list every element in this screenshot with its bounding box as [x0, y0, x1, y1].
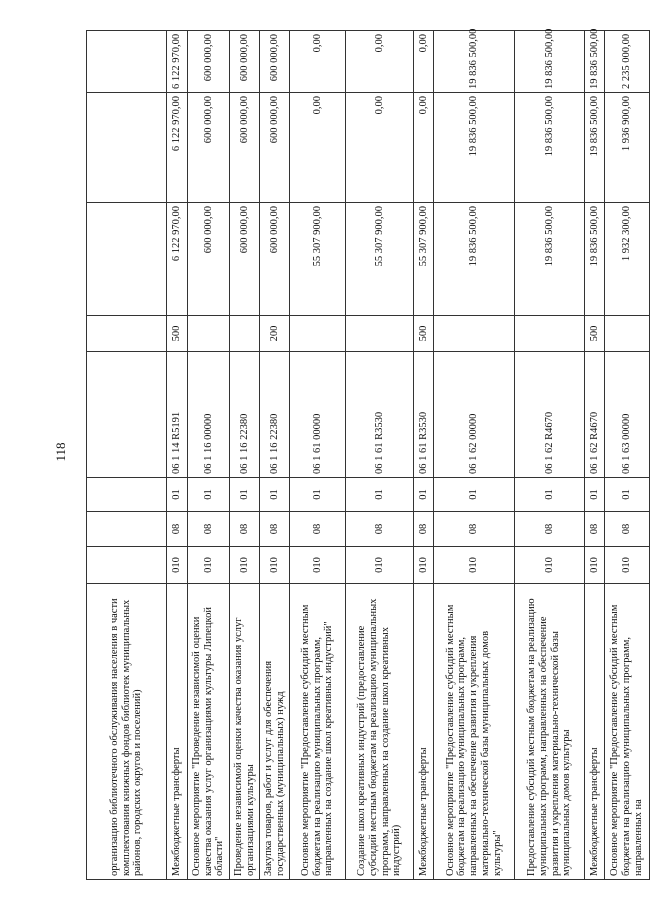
row-description: Межбюджетные трансферты: [167, 584, 188, 880]
row-sum-year-1: 6 122 970,00: [167, 203, 188, 316]
row-description: Проведение независимой оценки качества оказания услуг организациями культуры: [230, 584, 260, 880]
row-section-code: 08: [290, 512, 346, 547]
row-sum-year-3: 0,00: [414, 31, 434, 93]
row-target-article: 06 1 16 00000: [188, 352, 230, 478]
row-description: Закупка товаров, работ и услуг для обеспечения государственных (муниципальных) нужд: [260, 584, 290, 880]
row-target-article: 06 1 61 R3530: [414, 352, 434, 478]
row-expense-type: [605, 316, 650, 352]
row-expense-type: [346, 316, 414, 352]
row-sum-year-1: 1 932 300,00: [605, 203, 650, 316]
row-admin-code: 010: [167, 547, 188, 584]
table-row: [87, 31, 167, 880]
row-sum-year-3: [87, 31, 167, 93]
row-subsection-code: 01: [346, 478, 414, 512]
row-expense-type: [87, 316, 167, 352]
row-subsection-code: 01: [260, 478, 290, 512]
row-sum-year-1: 600 000,00: [230, 203, 260, 316]
row-section-code: 08: [346, 512, 414, 547]
row-subsection-code: 01: [230, 478, 260, 512]
row-subsection-code: 01: [167, 478, 188, 512]
row-sum-year-2: 1 936 900,00: [605, 93, 650, 203]
row-sum-year-2: 600 000,00: [230, 93, 260, 203]
row-description: Предоставление субсидий местным бюджетам на реализацию муниципальных программ, направленных на обеспечение развития и укрепления материально-технической базы муниципальных домов культуры: [515, 584, 585, 880]
row-section-code: 08: [414, 512, 434, 547]
row-sum-year-3: 2 235 000,00: [605, 31, 650, 93]
row-description: Основное мероприятие "Предоставление субсидий местным бюджетам на реализацию муниципальных программ, направленных на создание школ креативных индустрий": [290, 584, 346, 880]
row-target-article: 06 1 14 R5191: [167, 352, 188, 478]
row-section-code: 08: [188, 512, 230, 547]
table-body: [87, 28, 650, 880]
row-sum-year-2: [87, 93, 167, 203]
row-description: Основное мероприятие "Предоставление субсидий местным бюджетам на реализацию муниципальных программ, направленных на обеспечение развития и укрепления материально-технической базы муниципальных домов культуры": [434, 584, 515, 880]
row-section-code: 08: [585, 512, 605, 547]
row-target-article: 06 1 61 00000: [290, 352, 346, 478]
row-description: Межбюджетные трансферты: [414, 584, 434, 880]
budget-table-container: [86, 28, 644, 880]
row-admin-code: [87, 547, 167, 584]
row-admin-code: 010: [585, 547, 605, 584]
row-section-code: 08: [230, 512, 260, 547]
row-admin-code: 010: [260, 547, 290, 584]
table-row: [188, 31, 230, 880]
row-admin-code: 010: [414, 547, 434, 584]
row-expense-type: 200: [260, 316, 290, 352]
row-sum-year-3: 19 836 500,00: [434, 31, 515, 93]
row-admin-code: 010: [188, 547, 230, 584]
row-admin-code: 010: [515, 547, 585, 584]
budget-table: [86, 30, 650, 880]
row-expense-type: 500: [167, 316, 188, 352]
row-subsection-code: 01: [434, 478, 515, 512]
row-sum-year-3: 600 000,00: [260, 31, 290, 93]
row-target-article: 06 1 16 22380: [230, 352, 260, 478]
row-sum-year-3: 6 122 970,00: [167, 31, 188, 93]
row-expense-type: 500: [585, 316, 605, 352]
row-section-code: 08: [434, 512, 515, 547]
row-admin-code: 010: [290, 547, 346, 584]
row-expense-type: [434, 316, 515, 352]
row-sum-year-2: 0,00: [414, 93, 434, 203]
row-target-article: 06 1 62 R4670: [585, 352, 605, 478]
row-subsection-code: 01: [605, 478, 650, 512]
row-sum-year-2: 19 836 500,00: [515, 93, 585, 203]
row-admin-code: 010: [346, 547, 414, 584]
row-sum-year-3: 600 000,00: [230, 31, 260, 93]
row-expense-type: [230, 316, 260, 352]
row-subsection-code: 01: [188, 478, 230, 512]
row-sum-year-2: 19 836 500,00: [585, 93, 605, 203]
row-sum-year-1: 55 307 900,00: [290, 203, 346, 316]
row-sum-year-1: [87, 203, 167, 316]
row-sum-year-3: 19 836 500,00: [585, 31, 605, 93]
table-row: [260, 31, 290, 880]
row-subsection-code: 01: [290, 478, 346, 512]
row-description: Основное мероприятие "Предоставление субсидий местным бюджетам на реализацию муниципальных программ, направленных на: [605, 584, 650, 880]
row-target-article: 06 1 63 00000: [605, 352, 650, 478]
row-target-article: [87, 352, 167, 478]
row-expense-type: 500: [414, 316, 434, 352]
row-sum-year-3: 0,00: [290, 31, 346, 93]
row-section-code: [87, 512, 167, 547]
row-subsection-code: 01: [585, 478, 605, 512]
row-target-article: 06 1 62 R4670: [515, 352, 585, 478]
row-sum-year-1: 600 000,00: [260, 203, 290, 316]
table-row: [515, 31, 585, 880]
row-subsection-code: [87, 478, 167, 512]
table-row: [434, 31, 515, 880]
row-section-code: 08: [167, 512, 188, 547]
row-section-code: 08: [260, 512, 290, 547]
row-description: организацию библиотечного обслуживания населения в части комплектования книжных фондов библиотек муниципальных районов, городских округов и поселений): [87, 584, 167, 880]
row-description: Основное мероприятие "Проведение независимой оценки качества оказания услуг организациями культуры Липецкой области": [188, 584, 230, 880]
row-admin-code: 010: [605, 547, 650, 584]
table-row: [605, 31, 650, 880]
page-number: 118: [53, 442, 68, 462]
row-sum-year-1: 19 836 500,00: [515, 203, 585, 316]
row-target-article: 06 1 62 00000: [434, 352, 515, 478]
row-sum-year-2: 0,00: [346, 93, 414, 203]
row-expense-type: [188, 316, 230, 352]
row-sum-year-3: 0,00: [346, 31, 414, 93]
row-sum-year-3: 19 836 500,00: [515, 31, 585, 93]
table-row: [290, 31, 346, 880]
table-row: [346, 31, 414, 880]
table-row: [414, 31, 434, 880]
row-subsection-code: 01: [414, 478, 434, 512]
row-sum-year-1: 19 836 500,00: [434, 203, 515, 316]
row-description: Создание школ креативных индустрий (предоставление субсидий местным бюджетам на реализацию муниципальных программ, направленных на создание школ креативных индустрий): [346, 584, 414, 880]
row-sum-year-2: 0,00: [290, 93, 346, 203]
row-description: Межбюджетные трансферты: [585, 584, 605, 880]
row-admin-code: 010: [230, 547, 260, 584]
row-section-code: 08: [515, 512, 585, 547]
row-subsection-code: 01: [515, 478, 585, 512]
row-sum-year-3: 600 000,00: [188, 31, 230, 93]
row-sum-year-1: 55 307 900,00: [414, 203, 434, 316]
row-expense-type: [290, 316, 346, 352]
row-section-code: 08: [605, 512, 650, 547]
row-target-article: 06 1 61 R3530: [346, 352, 414, 478]
row-sum-year-1: 55 307 900,00: [346, 203, 414, 316]
row-admin-code: 010: [434, 547, 515, 584]
row-sum-year-2: 6 122 970,00: [167, 93, 188, 203]
row-sum-year-2: 600 000,00: [260, 93, 290, 203]
row-sum-year-2: 600 000,00: [188, 93, 230, 203]
row-sum-year-1: 600 000,00: [188, 203, 230, 316]
row-sum-year-1: 19 836 500,00: [585, 203, 605, 316]
row-target-article: 06 1 16 22380: [260, 352, 290, 478]
row-expense-type: [515, 316, 585, 352]
row-sum-year-2: 19 836 500,00: [434, 93, 515, 203]
table-row: [585, 31, 605, 880]
table-row: [167, 31, 188, 880]
table-row: [230, 31, 260, 880]
